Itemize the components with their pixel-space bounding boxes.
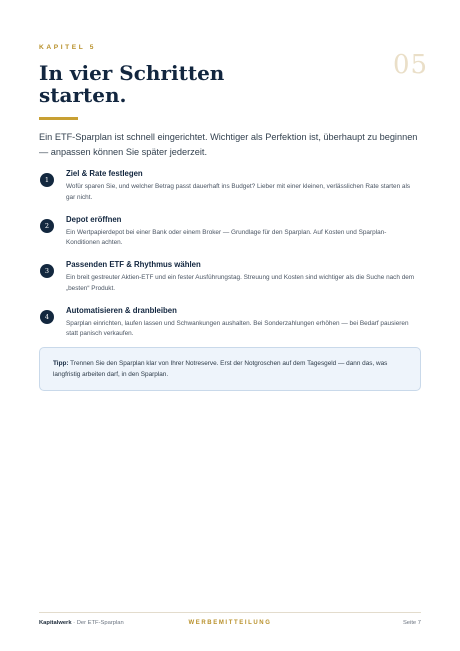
step-title: Passenden ETF & Rhythmus wählen [66, 260, 201, 269]
footer-brand: Kapitalwerk [39, 620, 72, 626]
page-footer [39, 620, 421, 626]
step-text: Wofür sparen Sie, und welcher Betrag passt dauerhaft ins Budget? Lieber mit einer kleinen, verlässlichen Rate starten als gar nicht. [66, 183, 411, 201]
chapter-kicker: KAPITEL 5 [39, 44, 96, 51]
chapter-number: 05 [393, 50, 429, 80]
tip-box [39, 347, 421, 391]
footer-document-title: · Der ETF-Sparplan [71, 620, 124, 626]
step-text: Ein Wertpapierdepot bei einer Bank oder einem Broker — Grundlage für den Sparplan. Auf Kosten und Sparplan-Konditionen achten. [66, 228, 387, 246]
page-title: In vier Schritten starten. [39, 61, 225, 107]
footer-page-number: Seite 7 [402, 620, 421, 626]
step-number-badge: 4 [40, 310, 54, 324]
step-item [39, 214, 419, 249]
intro-paragraph: Ein ETF-Sparplan ist schnell eingerichtet. Wichtiger als Perfektion ist, überhaupt zu beginnen — anpassen können Sie später jederzeit. [39, 132, 418, 157]
footer-notice: WERBEMITTEILUNG [188, 620, 272, 626]
step-title: Automatisieren & dranbleiben [66, 305, 177, 315]
title-rule [39, 117, 78, 120]
step-number-badge: 2 [40, 219, 54, 233]
steps-list [39, 168, 419, 350]
step-text: Sparplan einrichten, laufen lassen und Schwankungen aushalten. Bei Sonderzahlungen erhöhen — bei Bedarf pausieren statt panisch verkaufen. [66, 319, 409, 337]
step-item [39, 259, 419, 294]
step-number-badge: 3 [40, 264, 54, 278]
step-text: Ein breit gestreuter Aktien-ETF und ein fester Ausführungstag. Streuung und Kosten sind wichtiger als die Suche nach dem „besten“ Produkt. [66, 274, 415, 292]
tip-text: Trennen Sie den Sparplan klar von Ihrer Notreserve. Erst der Notgroschen auf dem Tagesgeld — dann das, was langfristig arbeiten darf, in den Sparplan. [53, 360, 388, 378]
step-title: Depot eröffnen [66, 214, 122, 224]
step-item [39, 168, 419, 203]
tip-label: Tipp: [53, 360, 69, 367]
step-number-badge: 1 [40, 173, 54, 187]
step-title: Ziel & Rate festlegen [66, 169, 143, 178]
footer-divider [39, 612, 421, 613]
step-item [39, 305, 419, 340]
